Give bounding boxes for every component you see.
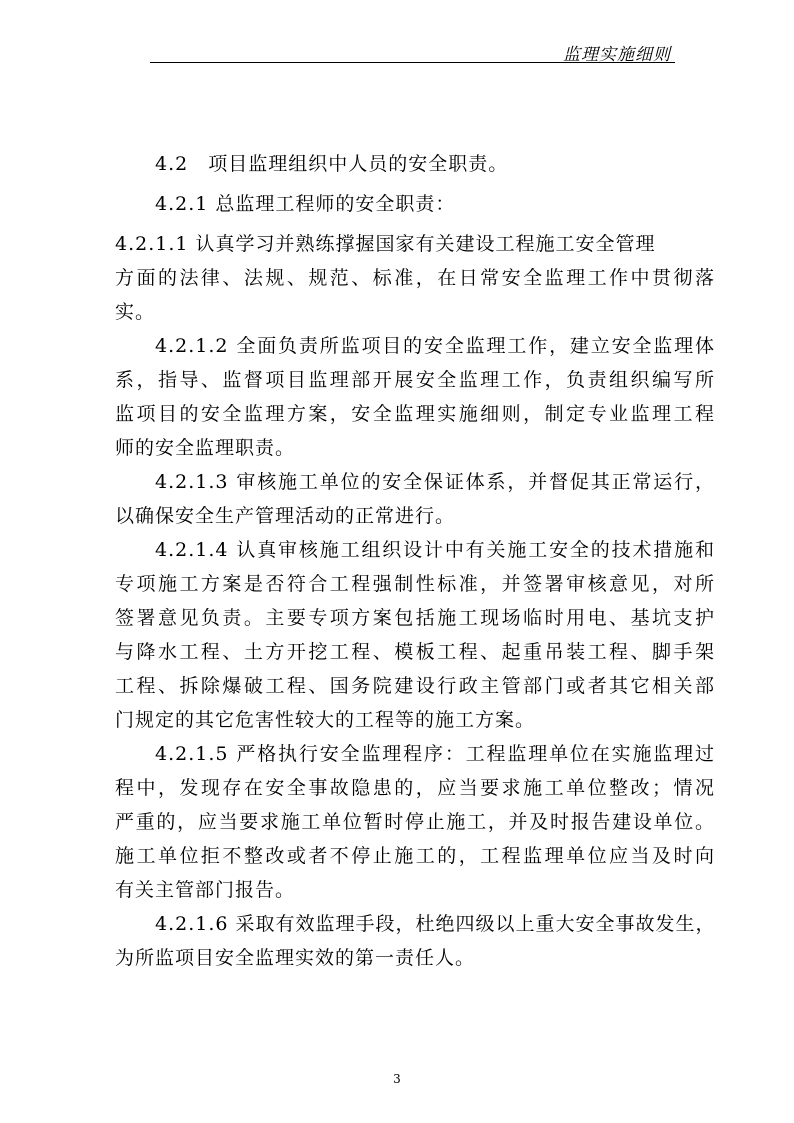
paragraph-line: 方面的法律、法规、规范、标准，在日常安全监理工作中贯彻落 <box>115 267 715 289</box>
header-title: 监理实施细则 <box>563 45 671 65</box>
paragraph-line: 师的安全监理职责。 <box>115 437 296 459</box>
paragraph-line: 签署意见负责。主要专项方案包括施工现场临时用电、基坑支护 <box>115 607 715 629</box>
paragraph-line: 与降水工程、土方开挖工程、模板工程、起重吊装工程、脚手架 <box>115 641 715 663</box>
page-number: 3 <box>393 1072 401 1086</box>
section-heading: 4.2 项目监理组织中人员的安全职责。 <box>155 153 509 175</box>
page-header <box>150 38 675 63</box>
paragraph-line: 程中，发现存在安全事故隐患的，应当要求施工单位整改；情况 <box>115 777 715 799</box>
paragraph-line: 4.2.1.6 采取有效监理手段，杜绝四级以上重大安全事故发生， <box>155 913 716 935</box>
paragraph-line: 专项施工方案是否符合工程强制性标准，并签署审核意见，对所 <box>115 573 715 595</box>
paragraph-line: 实。 <box>115 301 156 323</box>
subsection-heading: 4.2.1 总监理工程师的安全职责： <box>155 193 456 215</box>
paragraph-line: 监项目的安全监理方案，安全监理实施细则，制定专业监理工程 <box>115 403 715 425</box>
paragraph-line: 系，指导、监督项目监理部开展安全监理工作，负责组织编写所 <box>115 369 715 391</box>
paragraph-line: 4.2.1.2 全面负责所监项目的安全监理工作，建立安全监理体 <box>155 335 715 357</box>
paragraph-line: 4.2.1.3 审核施工单位的安全保证体系，并督促其正常运行， <box>155 471 715 493</box>
paragraph-line: 施工单位拒不整改或者不停止施工的，工程监理单位应当及时向 <box>115 845 715 867</box>
paragraph-line: 4.2.1.1 认真学习并熟练撑握国家有关建设工程施工安全管理 <box>115 233 656 255</box>
paragraph-line: 工程、拆除爆破工程、国务院建设行政主管部门或者其它相关部 <box>115 675 715 697</box>
paragraph-line: 为所监项目安全监理实效的第一责任人。 <box>115 947 476 969</box>
paragraph-line: 门规定的其它危害性较大的工程等的施工方案。 <box>115 709 536 731</box>
paragraph-line: 严重的，应当要求施工单位暂时停止施工，并及时报告建设单位。 <box>115 811 715 833</box>
paragraph-line: 4.2.1.4 认真审核施工组织设计中有关施工安全的技术措施和 <box>155 539 715 561</box>
paragraph-line: 4.2.1.5 严格执行安全监理程序：工程监理单位在实施监理过 <box>155 743 715 765</box>
paragraph-line: 以确保安全生产管理活动的正常进行。 <box>115 505 456 527</box>
paragraph-line: 有关主管部门报告。 <box>115 879 296 901</box>
